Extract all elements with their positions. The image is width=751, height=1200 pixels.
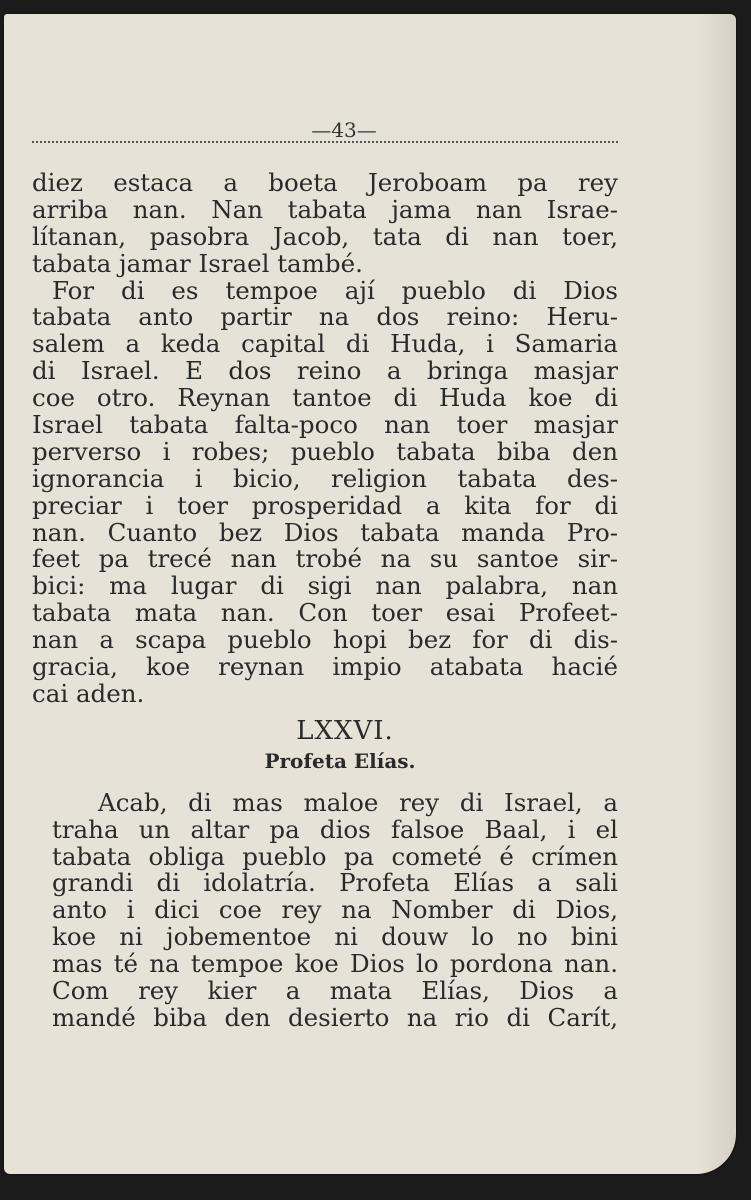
- text-line: For di es tempoe ají pueblo di Dios: [52, 275, 618, 305]
- book-page: [4, 14, 736, 1174]
- text-line: ignorancia i bicio, religion tabata des-: [32, 463, 618, 493]
- text-line: lítanan, pasobra Jacob, tata di nan toer,: [32, 221, 618, 251]
- text-line: preciar i toer prosperidad a kita for di: [32, 490, 618, 520]
- text-line: salem a keda capital di Huda, i Samaria: [32, 329, 618, 359]
- text-line: di Israel. E dos reino a bringa masjar: [32, 356, 618, 386]
- text-line: Acab, di mas maloe rey di Israel, a: [98, 787, 618, 817]
- page-text: [32, 170, 618, 1032]
- text-line: tabata mata nan. Con toer esai Profeet-: [32, 598, 618, 628]
- chapter-number: LXXVI.: [296, 715, 394, 746]
- text-line: tabata jamar Israel també.: [32, 248, 363, 278]
- text-line: arriba nan. Nan tabata jama nan Israe-: [32, 194, 618, 224]
- page-number: —43—: [311, 118, 377, 142]
- text-line: mandé biba den desierto na rio di Carít,: [52, 1002, 618, 1032]
- text-line: traha un altar pa dios falsoe Baal, i el: [52, 814, 618, 844]
- chapter-title: Profeta Elías.: [264, 748, 416, 773]
- paragraph-1: [32, 170, 618, 278]
- text-line: bici: ma lugar di sigi nan palabra, nan: [32, 571, 618, 601]
- text-line: tabata obliga pueblo pa cometé é crímen: [52, 841, 618, 871]
- text-line: Com rey kier a mata Elías, Dios a: [52, 976, 618, 1006]
- text-line: diez estaca a boeta Jeroboam pa rey: [32, 168, 618, 197]
- header-rule: [32, 141, 618, 143]
- text-line: cai aden.: [32, 678, 145, 708]
- text-line: tabata anto partir na dos reino: Heru-: [32, 302, 618, 332]
- text-line: nan. Cuanto bez Dios tabata manda Pro-: [32, 517, 618, 547]
- text-line: mas té na tempoe koe Dios lo pordona nan.: [52, 949, 618, 979]
- text-line: perverso i robes; pueblo tabata biba den: [32, 436, 618, 466]
- text-line: coe otro. Reynan tantoe di Huda koe di: [32, 383, 618, 413]
- text-line: Israel tabata falta-poco nan toer masjar: [32, 410, 618, 440]
- text-line: feet pa trecé nan trobé na su santoe sir-: [32, 544, 618, 574]
- paragraph-2: [32, 275, 618, 708]
- text-line: koe ni jobementoe ni douw lo no bini: [52, 922, 618, 952]
- paragraph-3: [32, 787, 618, 1032]
- text-line: grandi di idolatría. Profeta Elías a sali: [52, 868, 618, 898]
- text-line: gracia, koe reynan impio atabata hacié: [32, 652, 618, 682]
- text-line: nan a scapa pueblo hopi bez for di dis-: [32, 625, 618, 655]
- text-line: anto i dici coe rey na Nomber di Dios,: [52, 895, 618, 925]
